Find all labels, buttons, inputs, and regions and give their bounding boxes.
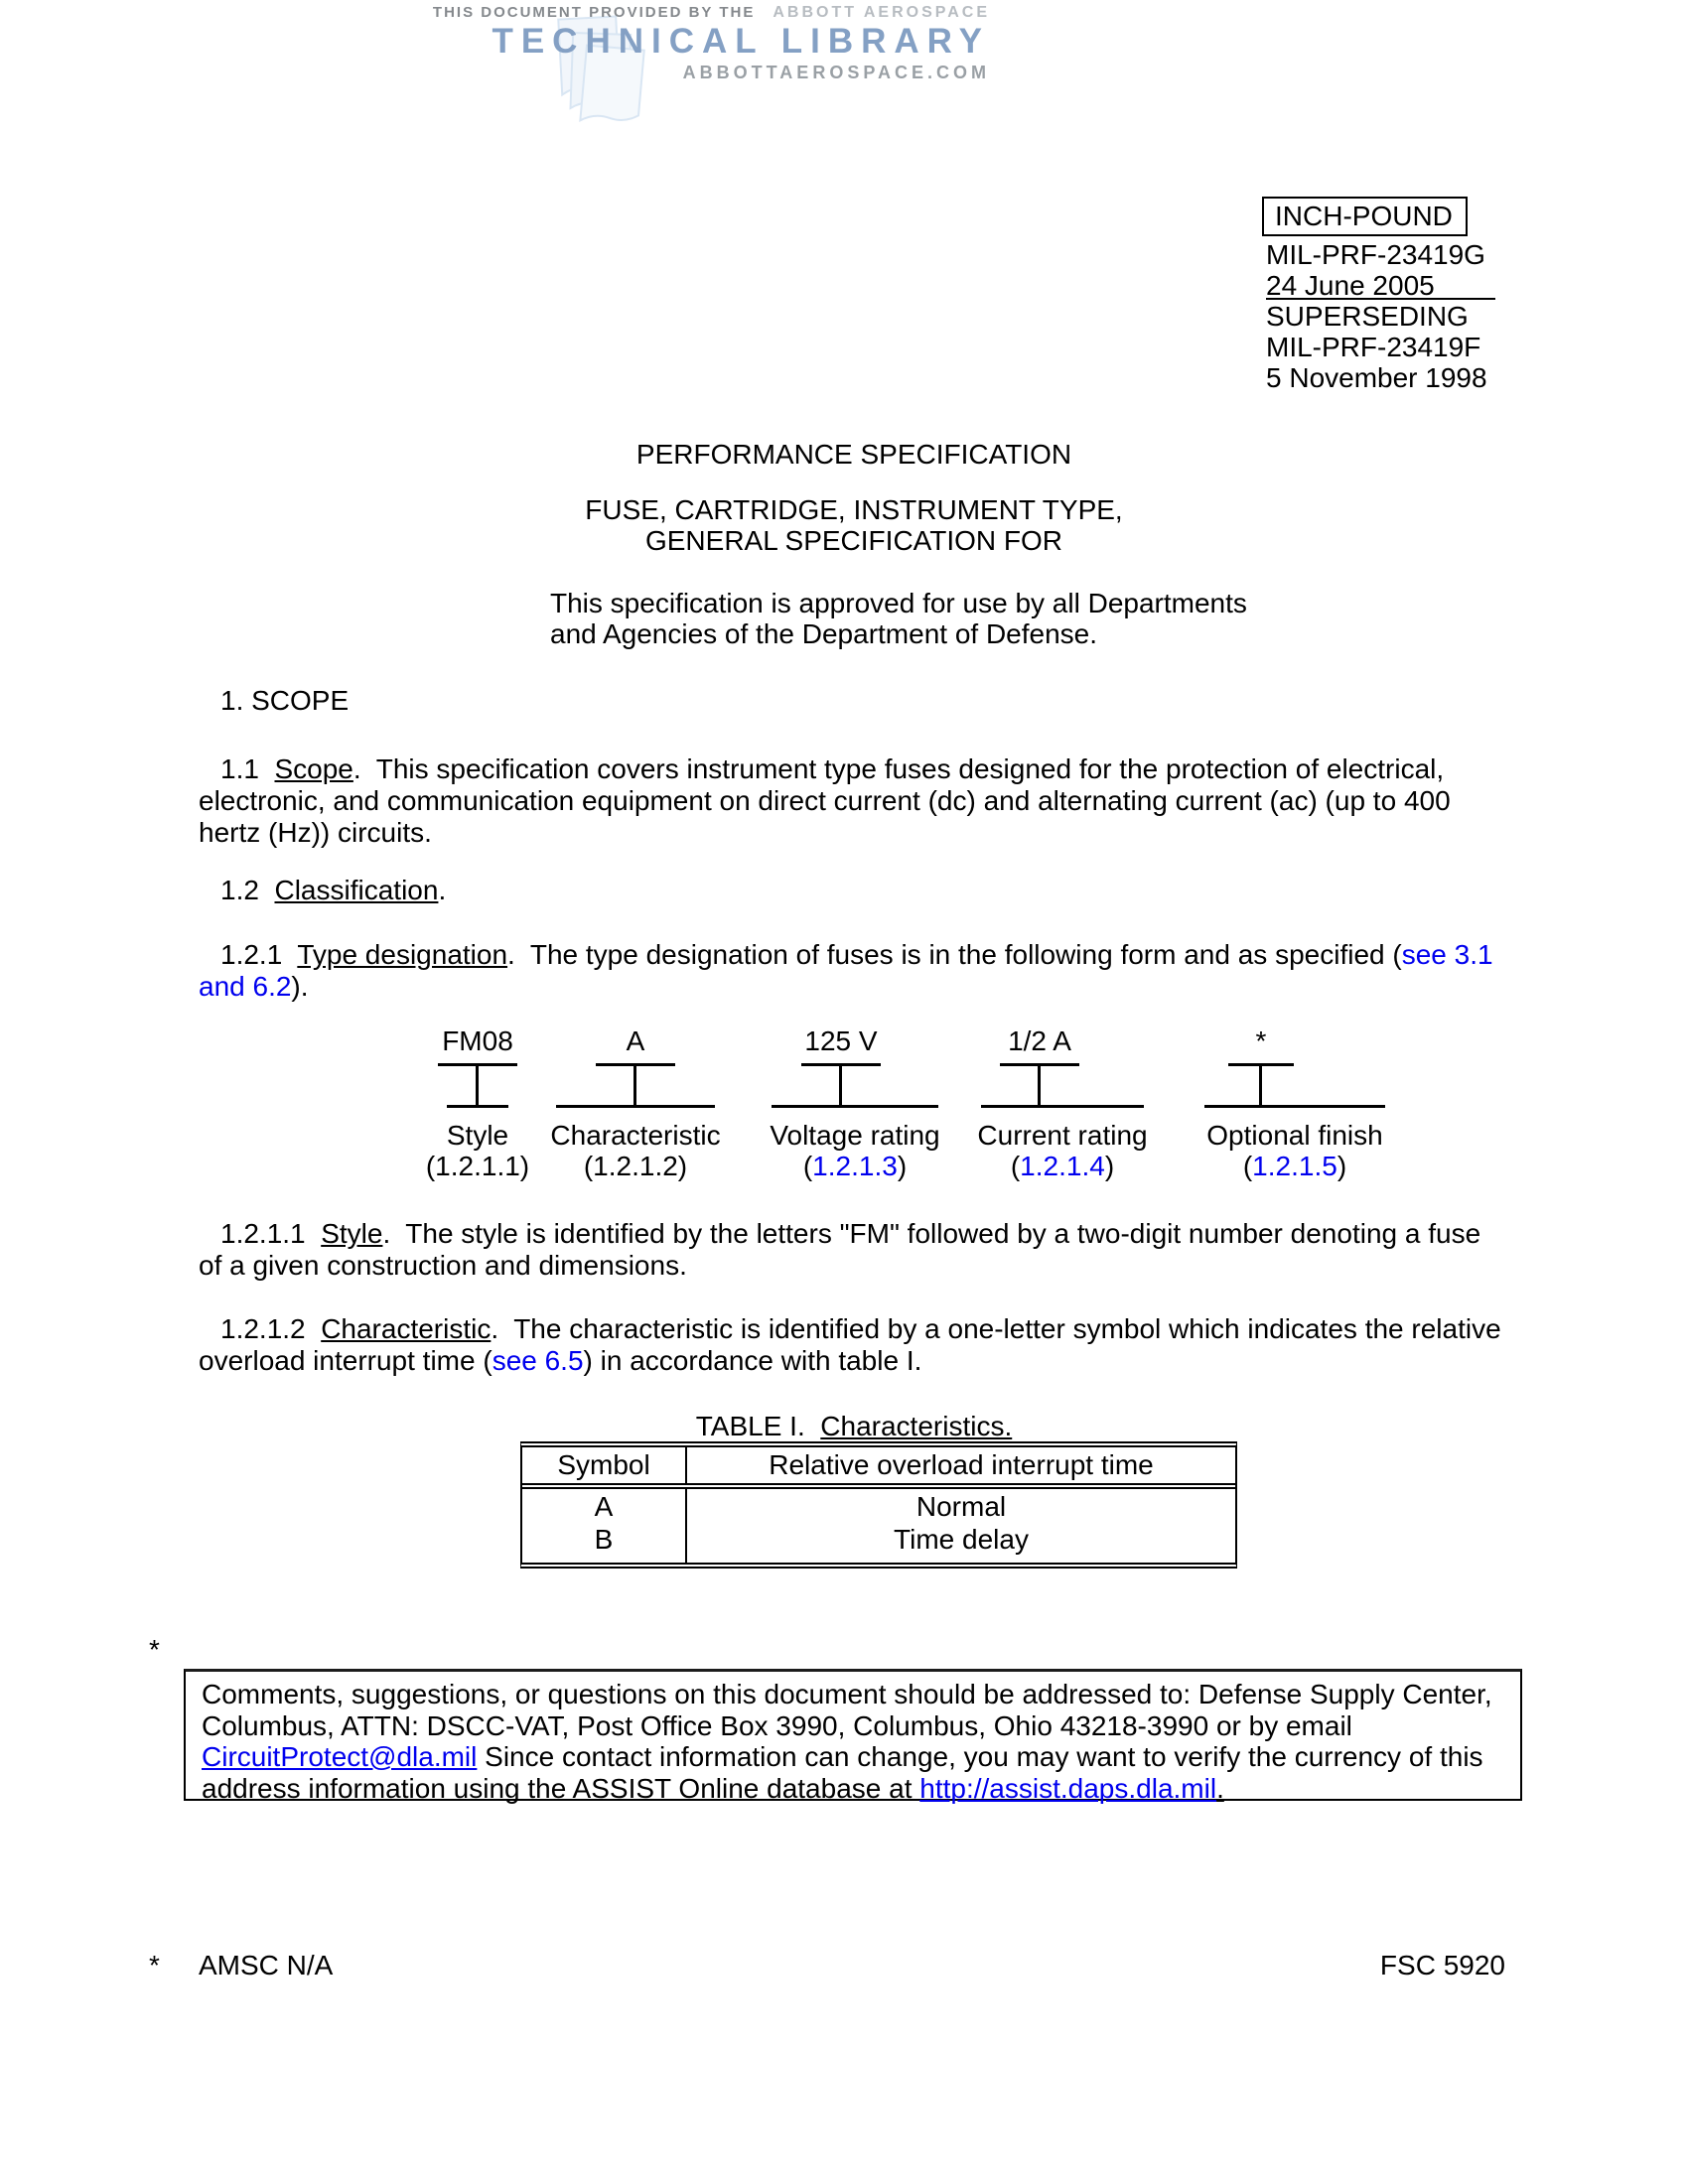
email-link[interactable]: CircuitProtect@dla.mil bbox=[202, 1741, 478, 1772]
ref-link-6-5[interactable]: see 6.5 bbox=[492, 1345, 584, 1376]
connector-line bbox=[476, 1063, 479, 1108]
subject-title-line2: GENERAL SPECIFICATION FOR bbox=[644, 525, 1063, 556]
table-1-symbol-b: B bbox=[522, 1522, 687, 1555]
text-segment: ( bbox=[1242, 1151, 1253, 1181]
connector-line bbox=[1038, 1063, 1041, 1108]
text-segment: . The characteristic is identified by a one-letter symbol which indicates the relative bbox=[491, 1313, 1501, 1344]
designation-characteristic-label: Characteristic bbox=[550, 1120, 721, 1151]
logo-provided-text: THIS DOCUMENT PROVIDED BY THE bbox=[432, 4, 756, 21]
text-segment: Type designation bbox=[297, 939, 508, 970]
section-1-heading: 1. SCOPE bbox=[220, 685, 350, 716]
designation-voltage-ref bbox=[746, 1151, 964, 1182]
table-1-header-row bbox=[522, 1447, 1235, 1489]
connector-bar bbox=[447, 1105, 508, 1108]
text-segment: Characteristic bbox=[321, 1313, 492, 1344]
logo-url[interactable]: ABBOTTAEROSPACE.COM bbox=[682, 63, 990, 82]
spec-date: 24 June 2005 bbox=[1266, 270, 1495, 300]
designation-voltage-label: Voltage rating bbox=[770, 1120, 940, 1151]
inch-pound-label: INCH-POUND bbox=[1275, 201, 1453, 231]
logo-brand-text: ABBOTT AEROSPACE bbox=[773, 4, 990, 21]
text-segment: TABLE I. bbox=[695, 1411, 821, 1441]
table-1-header-time: Relative overload interrupt time bbox=[769, 1449, 1154, 1480]
connector-line bbox=[633, 1063, 636, 1108]
text-segment: ) bbox=[1104, 1151, 1115, 1181]
library-header bbox=[0, 4, 990, 83]
designation-current-value: 1/2 A bbox=[1008, 1025, 1071, 1056]
designation-characteristic-ref bbox=[526, 1151, 745, 1182]
text-segment: Scope bbox=[274, 753, 353, 784]
text-segment: Style bbox=[321, 1218, 383, 1249]
table-1-symbol-a: A bbox=[522, 1489, 687, 1522]
ref-link-1-2-1-3[interactable]: 1.2.1.3 bbox=[812, 1151, 898, 1181]
amsc-number: AMSC N/A bbox=[199, 1950, 334, 1980]
designation-style-label: Style bbox=[446, 1120, 509, 1151]
logo-title: TECHNICAL LIBRARY bbox=[492, 22, 990, 61]
text-segment: 1.1 bbox=[220, 753, 275, 784]
subject-title-line1: FUSE, CARTRIDGE, INSTRUMENT TYPE, bbox=[585, 494, 1123, 525]
text-segment: . This specification covers instrument type fuses designed for the protection of electrical, bbox=[352, 753, 1445, 784]
table-1-header-symbol: Symbol bbox=[522, 1447, 687, 1483]
inch-pound-box bbox=[1262, 197, 1468, 236]
type-designation-diagram bbox=[0, 1025, 1688, 1184]
text-segment: Classification bbox=[274, 875, 439, 905]
ref-link-1-2-1-5[interactable]: 1.2.1.5 bbox=[1252, 1151, 1337, 1181]
text-segment: electronic, and communication equipment on direct current (dc) and alternating current (ac) (up to 400 bbox=[199, 785, 1451, 816]
approval-statement: This specification is approved for use by all Departments and Agencies of the Department of Defense. bbox=[550, 588, 1247, 649]
text-segment: Since contact information can change, you may want to verify the currency of this bbox=[477, 1741, 1483, 1772]
designation-finish-value: * bbox=[1255, 1025, 1267, 1056]
superseding-label: SUPERSEDING bbox=[1266, 301, 1469, 332]
text-segment: ( bbox=[1010, 1151, 1021, 1181]
text-segment: ) in accordance with table I. bbox=[583, 1345, 922, 1376]
change-marker-asterisk: * bbox=[149, 1634, 160, 1665]
doc-id-block bbox=[1266, 239, 1495, 393]
table-1-body bbox=[522, 1489, 1235, 1563]
text-segment: hertz (Hz)) circuits. bbox=[199, 817, 432, 848]
text-segment: . The style is identified by the letters "FM" followed by a two-digit number denoting a fuse bbox=[382, 1218, 1481, 1249]
paragraph-1-2-1-2 bbox=[199, 1313, 1501, 1377]
text-segment: 1.2 bbox=[220, 875, 275, 905]
text-segment: 1.2.1.1 bbox=[220, 1218, 322, 1249]
footer-change-marker: * bbox=[149, 1950, 160, 1980]
paragraph-1-2-1 bbox=[199, 939, 1493, 1003]
superseded-spec-date: 5 November 1998 bbox=[1266, 362, 1487, 393]
text-segment: (1.2.1.1) bbox=[425, 1151, 530, 1181]
designation-style-value: FM08 bbox=[442, 1025, 513, 1056]
table-1 bbox=[520, 1441, 1237, 1569]
table-row bbox=[522, 1522, 1235, 1555]
table-row bbox=[522, 1489, 1235, 1522]
table-1-time-normal: Normal bbox=[915, 1491, 1007, 1522]
connector-bar bbox=[981, 1105, 1144, 1108]
text-segment: . bbox=[1216, 1772, 1224, 1804]
spec-number: MIL-PRF-23419G bbox=[1266, 239, 1485, 270]
doc-type-title: PERFORMANCE SPECIFICATION bbox=[635, 439, 1072, 470]
text-segment: . bbox=[438, 875, 447, 905]
assist-url-link[interactable]: http://assist.daps.dla.mil bbox=[919, 1772, 1217, 1804]
paragraph-1-2 bbox=[199, 875, 446, 906]
text-segment: Comments, suggestions, or questions on this document should be addressed to: Defense Supply Center, bbox=[202, 1679, 1492, 1709]
designation-current-ref bbox=[953, 1151, 1172, 1182]
text-segment: . The type designation of fuses is in the following form and as specified ( bbox=[507, 939, 1402, 970]
ref-link-3-1[interactable]: see 3.1 bbox=[1401, 939, 1493, 970]
connector-line bbox=[839, 1063, 842, 1108]
paragraph-1-1 bbox=[199, 753, 1451, 849]
table-1-title bbox=[10, 1411, 1688, 1442]
table-row-spacer bbox=[522, 1555, 1235, 1563]
designation-finish-label: Optional finish bbox=[1206, 1120, 1383, 1151]
text-segment: ) bbox=[897, 1151, 908, 1181]
text-segment: Columbus, ATTN: DSCC-VAT, Post Office Box 3990, Columbus, Ohio 43218-3990 or by email bbox=[202, 1709, 1352, 1741]
text-segment: of a given construction and dimensions. bbox=[199, 1250, 687, 1281]
designation-voltage-value: 125 V bbox=[804, 1025, 878, 1056]
logo-provided-line bbox=[0, 4, 990, 22]
ref-link-1-2-1-4[interactable]: 1.2.1.4 bbox=[1020, 1151, 1105, 1181]
ref-link-6-2[interactable]: and 6.2 bbox=[199, 971, 292, 1002]
connector-bar bbox=[556, 1105, 715, 1108]
designation-characteristic-value: A bbox=[626, 1025, 645, 1056]
table-1-time-delay: Time delay bbox=[894, 1524, 1029, 1555]
text-segment: ) bbox=[1336, 1151, 1347, 1181]
fsc-number: FSC 5920 bbox=[1379, 1950, 1505, 1980]
connector-bar bbox=[772, 1105, 938, 1108]
text-segment: address information using the ASSIST Online database at bbox=[202, 1772, 920, 1804]
designation-finish-ref bbox=[1186, 1151, 1404, 1182]
text-segment: Characteristics. bbox=[820, 1411, 1013, 1441]
connector-bar bbox=[1204, 1105, 1385, 1108]
designation-current-label: Current rating bbox=[977, 1120, 1148, 1151]
text-segment: ). bbox=[291, 971, 309, 1002]
paragraph-1-2-1-1 bbox=[199, 1218, 1480, 1282]
comments-box bbox=[184, 1669, 1522, 1804]
connector-line bbox=[1259, 1063, 1262, 1108]
superseded-spec-number: MIL-PRF-23419F bbox=[1266, 332, 1481, 362]
text-segment: overload interrupt time ( bbox=[199, 1345, 492, 1376]
text-segment: 1.2.1 bbox=[220, 939, 298, 970]
text-segment: ( bbox=[802, 1151, 813, 1181]
text-segment: 1.2.1.2 bbox=[220, 1313, 322, 1344]
text-segment: (1.2.1.2) bbox=[583, 1151, 688, 1181]
